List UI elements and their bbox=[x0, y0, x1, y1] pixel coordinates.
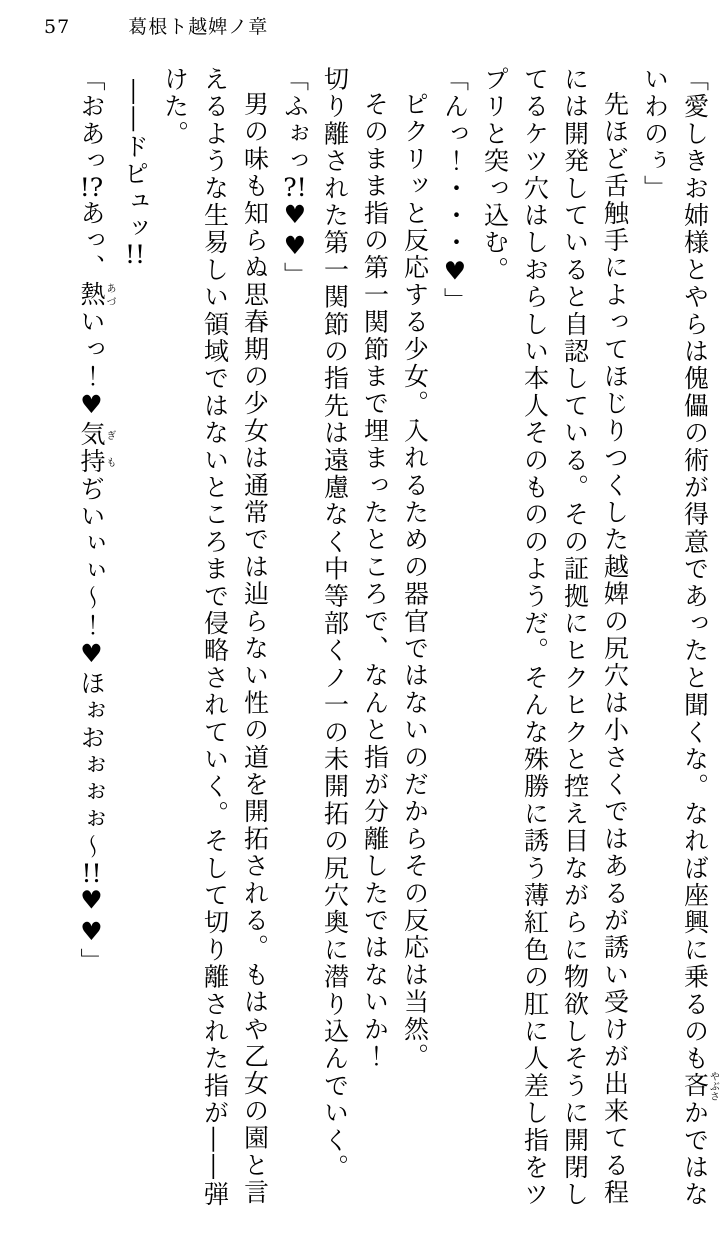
ruby-text: 吝やぶさ bbox=[680, 1071, 719, 1102]
text-column bbox=[155, 66, 195, 1221]
text-column bbox=[515, 66, 555, 1221]
text-run: 切り離された第一関節の指先は遠慮なく中等部くノ一の未開拓の尻穴奥に潜り込んでいく。 bbox=[320, 66, 350, 1182]
body-text bbox=[71, 66, 718, 1221]
text-run: ピクリッと反応する少女。入れるための器官ではないのだからその反応は当然。 bbox=[400, 91, 430, 1071]
tatechuyoko-text: !? bbox=[79, 174, 104, 200]
text-run: ♥♥」 bbox=[280, 199, 310, 290]
text-column bbox=[555, 66, 595, 1221]
text-run: 「ふぉっ bbox=[280, 66, 310, 175]
tatechuyoko-text: !! bbox=[81, 860, 102, 886]
text-run: てるケツ穴はしおらしい本人そのもののようだ。そんな殊勝に誘う薄紅色の肛に人差し指をツ bbox=[520, 66, 550, 1209]
text-run: そのまま指の第一関節まで埋まったところで、なんと指が分離したではないか！ bbox=[360, 91, 390, 1071]
text-run: いっ！♥ bbox=[77, 308, 106, 422]
text-column bbox=[435, 66, 475, 1221]
text-run: プリと突っ込む。 bbox=[480, 66, 510, 284]
text-column bbox=[675, 66, 719, 1221]
chapter-title: 葛根ト越婢ノ章 bbox=[128, 16, 269, 38]
text-column bbox=[315, 66, 355, 1221]
text-run: 先ほど舌触手によってほじりつくした越婢の尻穴は小さくではあるが誘い受けが出来てる程 bbox=[600, 91, 630, 1207]
text-column bbox=[235, 66, 275, 1221]
page-header bbox=[44, 12, 268, 39]
text-run: には開発していると自認している。その証拠にヒクヒクと控え目ながらに物欲しそうに開閉し bbox=[560, 66, 590, 1209]
text-run: 男の味も知らぬ思春期の少女は通常では辿らない性の道を開拓される。もはや乙女の園と言 bbox=[240, 91, 270, 1207]
text-column bbox=[595, 66, 635, 1221]
text-run: 「おあっ bbox=[77, 66, 106, 175]
text-column bbox=[635, 66, 675, 1221]
text-column bbox=[395, 66, 435, 1221]
text-run: えるような生易しい領域ではないところまで侵略されていく。そして切り離された指が――弾 bbox=[200, 66, 230, 1209]
ruby-text: 熱あづ bbox=[77, 281, 115, 309]
page-number: 57 bbox=[44, 16, 71, 38]
text-column bbox=[355, 66, 395, 1221]
text-run: いわのぅ」 bbox=[640, 66, 670, 202]
text-run: 「愛しきお姉様とやらは傀儡の術が得意であったと聞くな。なれば座興に乗るのも bbox=[680, 66, 710, 1073]
text-run: ――ドピュッ bbox=[120, 78, 150, 242]
text-run: けた。 bbox=[160, 66, 190, 148]
text-column bbox=[475, 66, 515, 1221]
text-column bbox=[275, 66, 315, 1221]
tatechuyoko-text: ?! bbox=[283, 174, 307, 200]
text-run: 「んっ！・・・♥」 bbox=[440, 66, 470, 315]
ruby-text: 気持ぎも bbox=[77, 421, 115, 476]
tatechuyoko-text: !! bbox=[124, 241, 146, 267]
text-column bbox=[115, 66, 155, 1221]
text-column bbox=[195, 66, 235, 1221]
text-run: ♥♥」 bbox=[77, 885, 106, 976]
text-run: かではな bbox=[680, 1099, 710, 1209]
text-run: あっ、 bbox=[77, 199, 106, 282]
text-run: ぢいぃぃ〜！♥ほぉおぉぉぉ〜 bbox=[77, 475, 106, 861]
text-column bbox=[71, 66, 115, 1221]
